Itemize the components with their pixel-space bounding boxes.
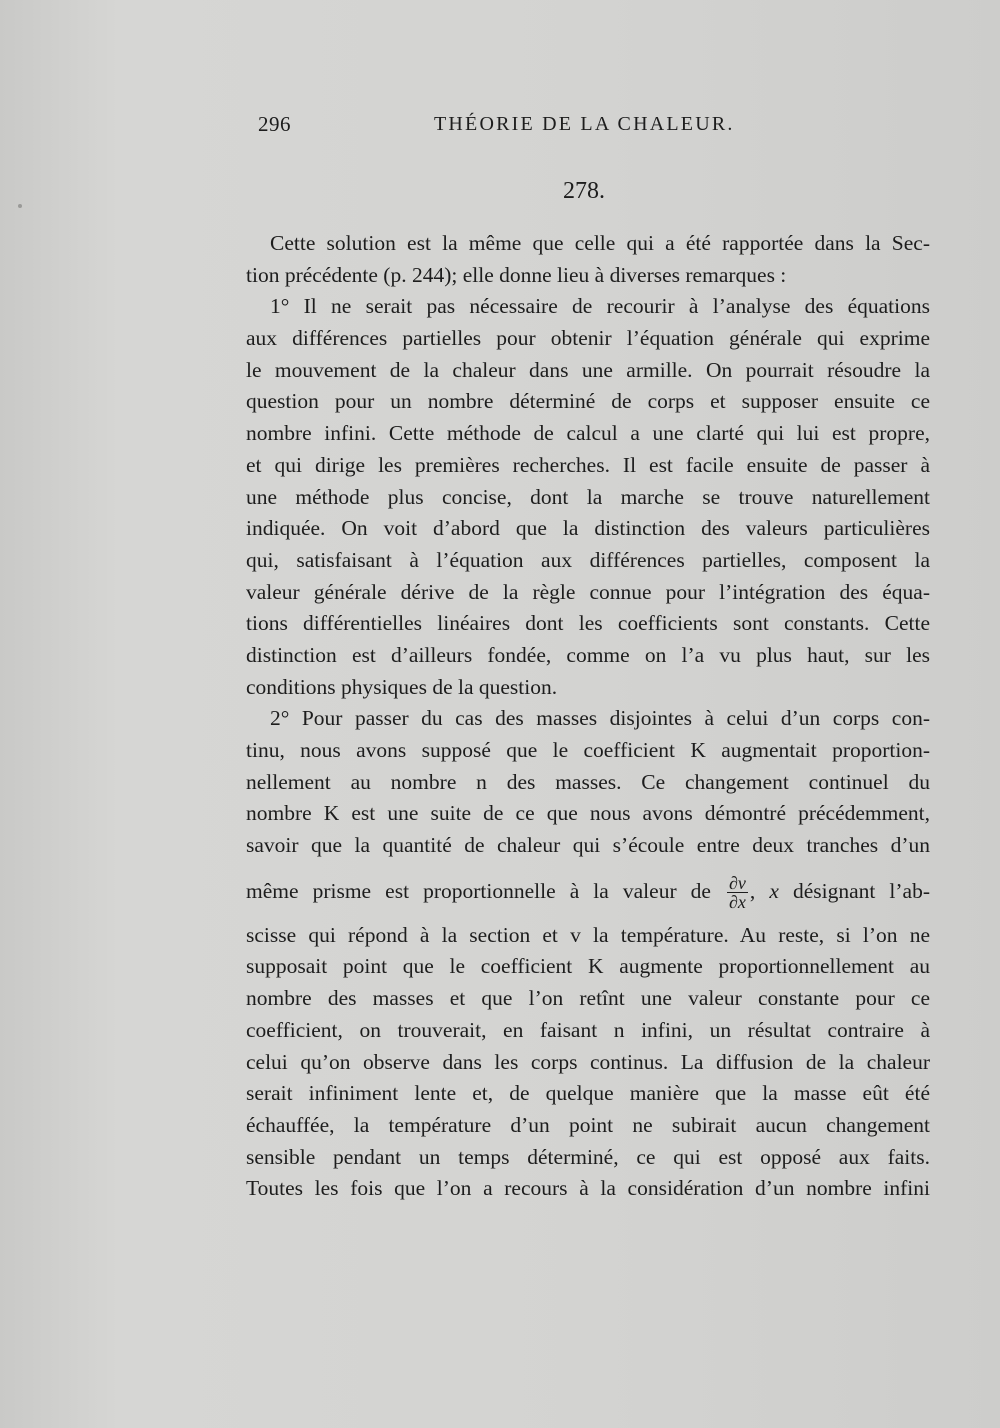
text-line: tinu, nous avons supposé que le coefficient K augmentait proportion- (246, 738, 930, 762)
text-line: et qui dirige les premières recherches. Il est facile ensuite de passer à (246, 452, 930, 477)
text-line: échauffée, la température d’un point ne subirait aucun changement (246, 1112, 930, 1137)
math-comma: , (749, 878, 756, 903)
text-line: conditions physiques de la question. (246, 674, 558, 699)
fraction-numerator: ∂v (729, 873, 746, 894)
math-text-line (246, 862, 930, 920)
text-line: tions différentielles linéaires dont les coefficients sont constants. Cette (246, 611, 930, 636)
text-line: celui qu’on observe dans les corps continus. La diffusion de la chaleur (246, 1049, 930, 1074)
text-line: tion précédente (p. 244); elle donne lieu à diverses remarques : (246, 262, 787, 287)
text-line: question pour un nombre déterminé de corps et supposer ensuite ce (246, 389, 930, 414)
text-line: serait infiniment lente et, de quelque manière que la masse eût été (246, 1081, 930, 1106)
fraction-denominator: ∂x (729, 892, 746, 913)
text-line: supposait point que le coefficient K augmente proportionnellement au (246, 954, 930, 979)
text-line: Toutes les fois que l’on a recours à la considération d’un nombre infini (246, 1176, 930, 1201)
text-line: scisse qui répond à la section et v la température. Au reste, si l’on ne (246, 922, 930, 947)
text-line: qui, satisfaisant à l’équation aux différences partielles, composent la (246, 547, 930, 572)
text-line: distinction est d’ailleurs fondée, comme on l’a vu plus haut, sur les (246, 642, 930, 667)
math-line-after: désignant l’ab- (792, 878, 930, 903)
text-line: nombre K est une suite de ce que nous avons démontré précédemment, (246, 801, 930, 826)
article-number: 278. (563, 178, 605, 204)
text-line: valeur générale dérive de la règle connue pour l’intégration des équa- (246, 579, 930, 604)
running-header (258, 112, 942, 142)
text-line: indiquée. On voit d’abord que la distinction des valeurs particulières (246, 516, 930, 541)
text-line: aux différences partielles pour obtenir l’équation générale qui exprime (246, 326, 930, 351)
text-line: nombre infini. Cette méthode de calcul a une clarté qui lui est propre, (246, 421, 930, 446)
text-line: le mouvement de la chaleur dans une armille. On pourrait résoudre la (246, 357, 930, 382)
text-line: 2° Pour passer du cas des masses disjointes à celui d’un corps con- (270, 706, 930, 731)
text-line: savoir que la quantité de chaleur qui s’écoule entre deux tranches d’un (246, 833, 930, 858)
text-line: 1° Il ne serait pas nécessaire de recourir à l’analyse des équations (270, 294, 930, 319)
math-line-before: même prisme est proportionnelle à la valeur de (246, 878, 711, 903)
page-number: 296 (258, 112, 291, 136)
text-line: sensible pendant un temps déterminé, ce qui est opposé aux faits. (246, 1144, 930, 1169)
text-line: nellement au nombre n des masses. Ce changement continuel du (246, 769, 930, 794)
text-line: Cette solution est la même que celle qui a été rapportée dans la Sec- (270, 231, 930, 255)
running-title: THÉORIE DE LA CHALEUR. (434, 113, 735, 135)
partial-derivative-fraction (727, 874, 748, 911)
math-variable-x: x (769, 878, 779, 903)
text-line: une méthode plus concise, dont la marche se trouve naturellement (246, 484, 930, 509)
text-line: coefficient, on trouverait, en faisant n infini, un résultat contraire à (246, 1017, 930, 1042)
text-line: nombre des masses et que l’on retînt une valeur constante pour ce (246, 986, 930, 1011)
body-text (246, 228, 930, 1205)
